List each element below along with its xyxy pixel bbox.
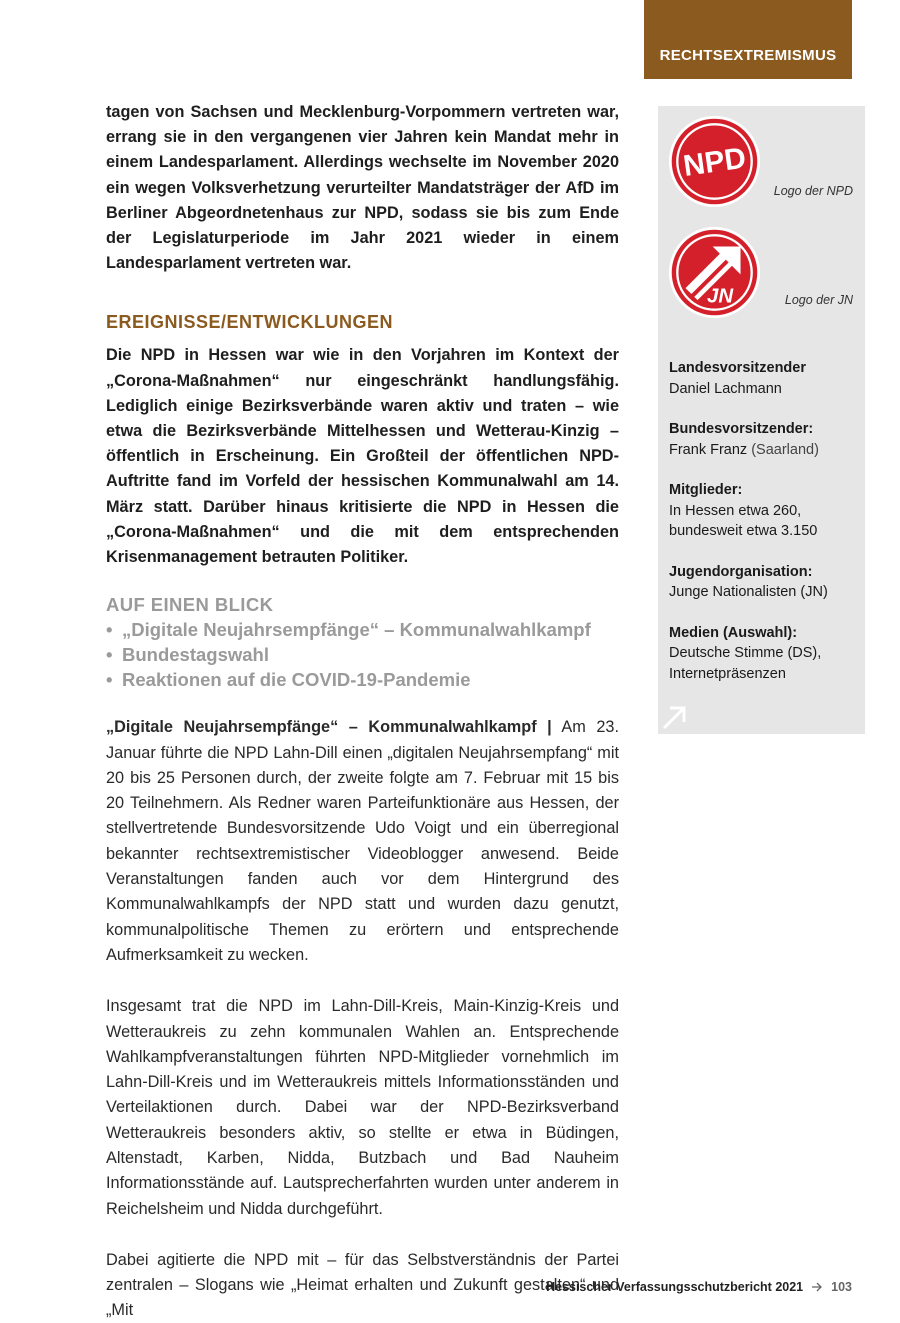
paragraph-text: Am 23. Januar führte die NPD Lahn-Dill einen „digitalen Neujahrsempfang“ mit 20 bis 25 Personen durch, der zweite folgte am 7. Februar mit 15 bis 20 Teilnehmern. Als Redner waren Parteifunktionäre aus Hessen, der stellvertretende Bundesvorsitzende Udo Voigt und ein überregional bekannter rechtsextremistischer Videoblogger anwesend. Beide Veranstaltungen fanden auch vor dem Hintergrund des Kommunalwahlkampfs der NPD statt und wurden dazu genutzt, kommunalpolitische Themen zu erörtern und entsprechende Aufmerksamkeit zu wecken.	[106, 718, 619, 964]
fact-label: Landesvorsitzender	[669, 360, 806, 376]
fact-sidebar	[658, 106, 865, 734]
glance-item-text: Reaktionen auf die COVID-19-Pandemie	[122, 669, 471, 691]
body-paragraph-1	[106, 715, 619, 968]
npd-logo-icon	[668, 115, 761, 208]
bullet-glyph: •	[106, 644, 113, 666]
section-tab	[644, 0, 852, 79]
fact-label: Mitglieder:	[669, 482, 743, 498]
fact-value: Junge Nationalisten (JN)	[669, 584, 828, 600]
main-column	[106, 100, 619, 1323]
fact-value: Daniel Lachmann	[669, 380, 782, 397]
glance-item	[106, 667, 619, 692]
jn-logo-icon	[668, 226, 761, 319]
glance-item-text: „Digitale Neujahrsempfänge“ – Kommunalwahlkampf	[122, 619, 591, 641]
body-paragraph-3: Dabei agitierte die NPD mit – für das Selbstverständnis der Partei zentralen – Slogans wie „Heimat erhalten und Zukunft gestalten“ und „Mit	[106, 1250, 619, 1320]
bullet-glyph: •	[106, 669, 113, 691]
glance-item	[106, 642, 619, 667]
fact-media	[669, 623, 859, 685]
at-a-glance-title: AUF EINEN BLICK	[106, 594, 274, 616]
facts-list	[669, 358, 859, 704]
fact-label: Medien (Auswahl):	[669, 624, 798, 641]
body-paragraph-2: Insgesamt trat die NPD im Lahn-Dill-Kreis, Main-Kinzig-Kreis und Wetteraukreis zu zehn kommunalen Wahlen an. Entsprechende Wahlkampfveranstaltungen führten NPD-Mitglieder vornehmlich im Lahn-Dill-Kreis und im Wetteraukreis mittels Informationsständen und Verteilaktionen durch. Dabei war der NPD-Bezirksverband Wetteraukreis besonders aktiv, so stellte er etwa in Büdingen, Altenstadt, Karben, Nidda, Butzbach und Bad Nauheim Informationsstände auf. Lautsprecherfahrten wurden unter anderem in Reichelsheim und Nidda durchgeführt.	[106, 997, 619, 1218]
section-label: RECHTSEXTREMISMUS	[659, 47, 837, 64]
page-number: 103	[831, 1280, 852, 1294]
arrow-up-right-icon	[660, 702, 690, 732]
bullet-glyph: •	[106, 619, 113, 641]
glance-item	[106, 617, 619, 642]
fact-value-note: (Saarland)	[747, 441, 819, 458]
fact-value: bundesweit etwa 3.150	[669, 523, 818, 539]
fact-members	[669, 480, 859, 542]
page-footer	[546, 1280, 852, 1294]
at-a-glance-box	[106, 592, 619, 692]
fact-value-name: Frank Franz	[669, 441, 748, 458]
fact-label: Jugendorganisation:	[669, 563, 813, 580]
paragraph-lead-in: „Digitale Neujahrsempfänge“ – Kommunalwahlkampf |	[106, 718, 552, 737]
fact-value: Deutsche Stimme (DS),	[669, 645, 822, 661]
footer-title: Hessischer Verfassungsschutzbericht 2021	[546, 1280, 804, 1294]
arrow-right-icon	[811, 1282, 823, 1292]
svg-text:NPD: NPD	[681, 141, 748, 183]
fact-value	[669, 440, 859, 461]
lead-paragraph: Die NPD in Hessen war wie in den Vorjahren im Kontext der „Corona-Maßnahmen“ nur eingeschränkt handlungsfähig. Lediglich einige Bezirksverbände waren aktiv und traten – wie etwa die Bezirksverbände Mittelhessen und Wetterau-Kinzig – öffentlich in Erscheinung. Ein Großteil der öffentlichen NPD-Auftritte fand im Vorfeld der hessischen Kommunalwahl am 14. März statt. Darüber hinaus kritisierte die NPD in Hessen die „Corona-Maßnahmen“ und die mit dem entsprechenden Krisenmanagement betrauten Politiker.	[106, 346, 619, 567]
fact-value: In Hessen etwa 260,	[669, 502, 802, 519]
glance-item-text: Bundestagswahl	[122, 644, 269, 666]
fact-label: Bundesvorsitzender:	[669, 421, 814, 437]
fact-state-chair	[669, 358, 859, 399]
npd-logo-caption: Logo der NPD	[773, 184, 853, 198]
intro-paragraph: tagen von Sachsen und Mecklenburg-Vorpommern vertreten war, errang sie in den vergangenen vier Jahren kein Mandat mehr in einem Landesparlament. Allerdings wechselte im November 2020 ein wegen Volksverhetzung verurteilter Mandatsträger der AfD im Berliner Abgeordnetenhaus zur NPD, sodass sie bis zum Ende der Legislaturperiode im Jahr 2021 wieder in einem Landesparlament vertreten war.	[106, 103, 619, 273]
section-heading: EREIGNISSE/ENTWICKLUNGEN	[106, 312, 394, 333]
fact-youth-org	[669, 562, 859, 603]
svg-text:JN: JN	[707, 284, 734, 308]
fact-value: Internetpräsenzen	[669, 665, 786, 682]
fact-federal-chair	[669, 419, 859, 460]
jn-logo-caption: Logo der JN	[784, 293, 853, 307]
